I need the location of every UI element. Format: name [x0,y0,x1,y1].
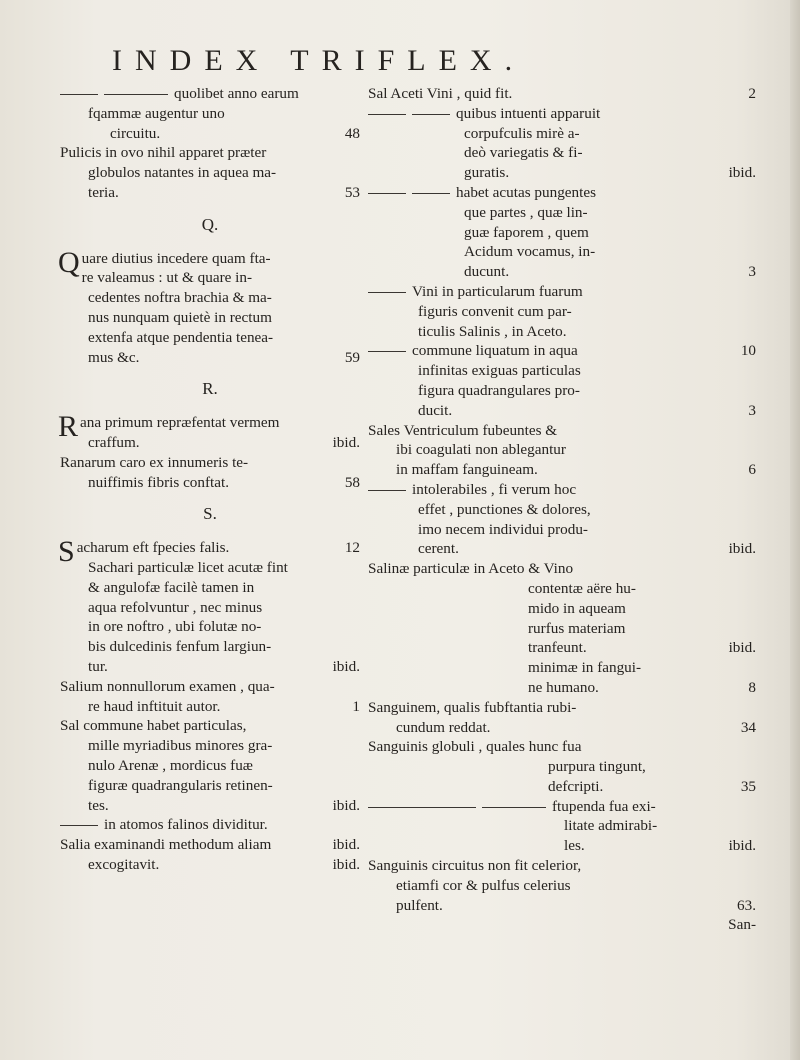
page-number: ibid. [332,657,360,675]
section-letter-q: Q. [201,214,219,234]
index-entry: intolerabiles , fi verum hoc effet , punctiones & dolores, imo necem individui produ- cerent. ibid. [368,480,756,559]
page-number: 2 [748,85,756,102]
page-number: 59 [344,348,360,366]
index-entry: quolibet anno earum fqammæ augentur uno circuitu. 48 [60,84,360,143]
index-entry: Salia examinandi methodum aliam excogitavit. ibid. [60,836,360,873]
index-entry: Sacharum eft fpecies falis. 12 [58,535,360,569]
page-number: 6 [748,461,756,479]
page-number: 53 [344,183,360,201]
drop-capital: S [58,535,75,569]
page-number: 1 [352,697,360,715]
page-number: 35 [740,777,756,795]
page-number: 3 [748,401,756,419]
section-letter-s: S. [203,504,217,524]
drop-capital: R [58,410,79,444]
index-entry: Sales Ventriculum fubeuntes & ibi coagulati non ablegantur in maffam fanguineam. 6 [368,421,756,479]
page-number: 63. [737,896,756,914]
page-number: 34 [740,718,756,736]
page-number: ibid. [332,433,360,451]
page-number: ibid. [728,639,756,657]
index-entry: Pulicis in ovo nihil apparet præter globulos natantes in aquea ma- teria. 53 [60,144,360,201]
section-letter-r: R. [202,379,218,399]
index-entry: Rana primum repræfentat vermem craffum. ibid. [58,410,360,451]
page-number: 12 [344,539,360,557]
page-number: ibid. [332,836,360,854]
page-number: ibid. [332,796,360,814]
page-header: INDEX TRIFLEX. [112,44,526,77]
page-number: 3 [748,263,756,281]
index-entry: Sachari particulæ licet acutæ fint & angulofæ facilè tamen in aqua refolvuntur , nec minus in ore noftro , ubi folutæ no- bis dulcedinis fenfum largiun- tur. ibid. [88,558,360,675]
index-entry: Ranarum caro ex innumeris te- nuiffimis fibris conftat. 58 [60,453,360,491]
index-entry: Sanguinis circuitus non fit celerior, etiamfi cor & pulfus celerius pulfent. 63. [368,857,756,914]
page-number: ibid. [728,164,756,182]
index-entry: commune liquatum in aqua infinitas exiguas particulas figura quadrangulares pro- ducit. 3 [368,341,756,420]
left-column [60,84,360,875]
index-entry: Sal commune habet particulas, mille myriadibus minores gra- nulo Arenæ , mordicus fuæ figuræ quadrangularis retinen- tes. ibid. [60,717,360,814]
index-entry: Sanguinem, qualis fubftantia rubi- cundum reddat. 34 [368,698,756,736]
index-entry: habet acutas pungentes que partes , quæ lin- guæ faporem , quem Acidum vocamus, in- ducunt. 3 [368,183,756,282]
index-entry: Salinæ particulæ in Aceto & Vino contentæ aëre hu- mido in aqueam rurfus materiam tranfeunt. ibid. [368,560,756,657]
index-entry: Quare diutius incedere quam fta- re valeamus : ut & quare in- cedentes noftra brachia & ma- nus nunquam quietè in rectum extenfa atque pendentia tenea- mus &c. 59 [58,245,360,366]
index-entry: Sanguinis globuli , quales hunc fua purpura tingunt, defcripti. 35 [368,738,756,795]
index-entry: ftupenda fua exi- litate admirabi- les. ibid. [368,797,756,856]
index-entry: minimæ in fangui- ne humano. 8 [528,659,756,696]
page-number: ibid. [728,540,756,558]
index-entry: Salium nonnullorum examen , qua- re haud inftituit autor. 1 [60,677,360,715]
index-entry: Vini in particularum fuarum figuris convenit cum par- ticulis Salinis , in Aceto. 10 [368,282,756,341]
page-number: ibid. [728,837,756,855]
right-column: Sal Aceti Vini , quid fit. 2 quibus intuenti apparuit corpufculis mirè a- deò variegatis & fi- guratis. ibid. habet acutas pungentes que partes , quæ lin- guæ faporem , quem Acidum vocamus, in- ducunt. 3 Vini in particularum fuarum figuris convenit cum par- ticulis Salinis , in Aceto. 10 commune liquatum in aqua infinitas exiguas particulas figura quadrangulares pro- ducit. 3 Sales Ventriculum fubeuntes & ibi coagulati non ablegantur in maffam fanguineam. 6 intolerabiles , fi verum hoc effet , punctiones & dolores, imo necem individui produ- cerent. ibid. Salinæ particulæ in Aceto & Vino contentæ aëre hu- mido in aqueam rurfus materiam tranfeunt. ibid. minimæ in fangui- ne humano. 8 Sanguinem, qualis fubftantia rubi- cundum reddat. 34 Sanguinis globuli , quales hunc fua purpura tingunt, defcripti. 35 ftupenda fua exi- litate admirabi- les. ibid. Sanguinis circuitus non fit celerior, etiamfi cor & pulfus celerius pulfent. 63. San- [368,85,756,934]
page-number: 58 [344,473,360,491]
index-entry: Sal Aceti Vini , quid fit. 2 [368,85,756,102]
index-entry: quibus intuenti apparuit corpufculis mirè a- deò variegatis & fi- guratis. ibid. [368,104,756,183]
page-edge [790,0,800,1060]
drop-capital: Q [58,245,80,279]
page-number: 8 [748,678,756,696]
index-entry: in atomos falinos dividitur. ibid. [60,815,360,835]
page-number: 10 [740,342,756,360]
page-number: 48 [344,124,360,142]
page-number: ibid. [332,855,360,873]
